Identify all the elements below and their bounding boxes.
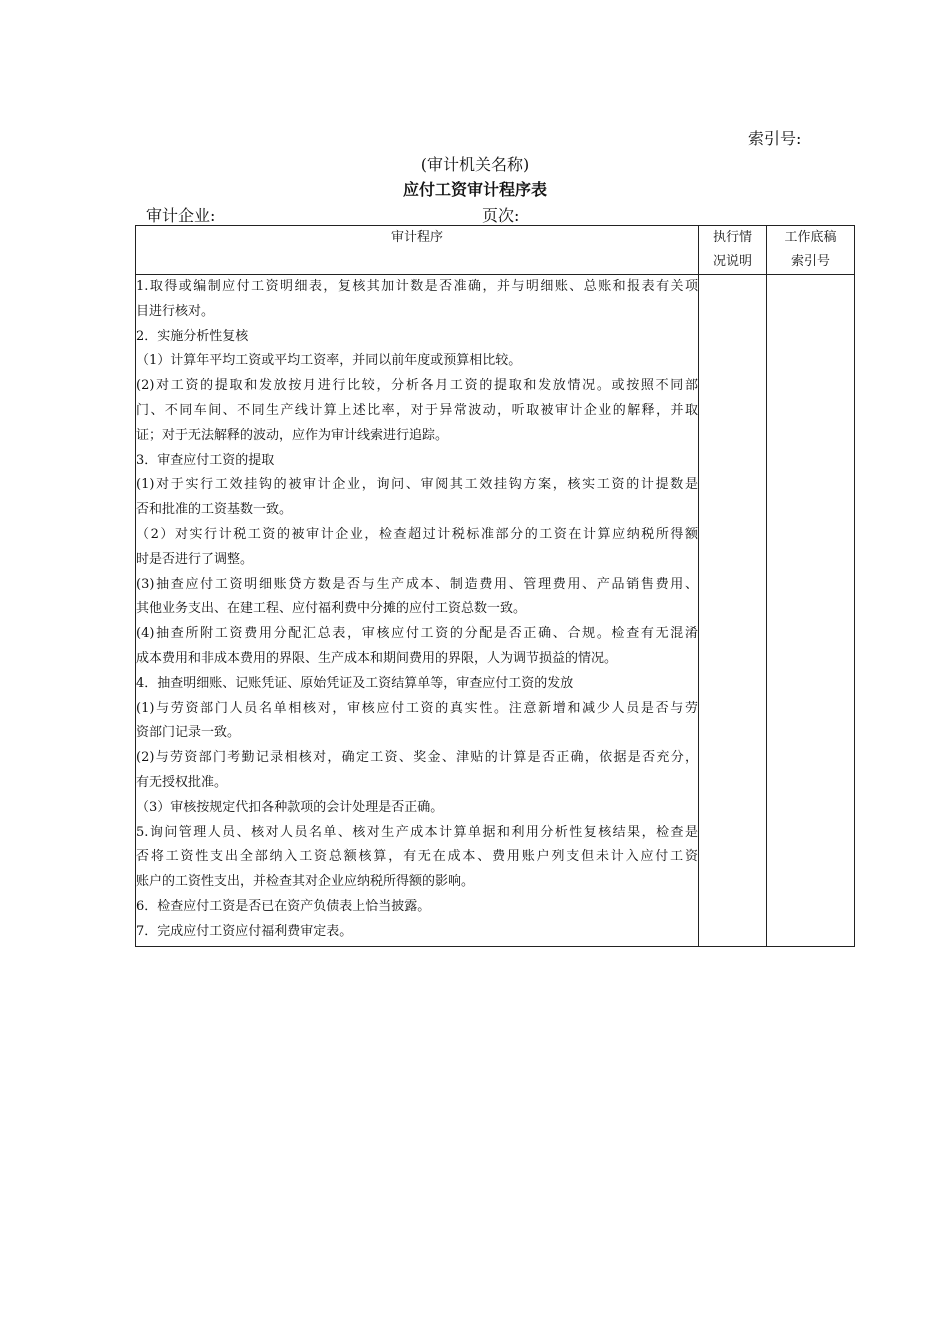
procedure-line: (3)抽查应付工资明细账贷方数是否与生产成本、制造费用、管理费用、产品销售费用、 [136, 576, 698, 592]
audit-procedure-table [135, 225, 855, 947]
workpaper-column-header [767, 226, 855, 275]
procedure-line: 1.取得或编制应付工资明细表，复核其加计数是否准确，并与明细账、总账和报表有关项 [136, 279, 698, 294]
procedure-line: （3）审核按规定代扣各种款项的会计处理是否正确。 [136, 799, 444, 815]
procedure-line: （2）对实行计税工资的被审计企业，检查超过计税标准部分的工资在计算应纳税所得额 [136, 526, 698, 542]
procedure-line: 有无授权批准。 [136, 774, 228, 790]
workpaper-index-cell[interactable] [767, 275, 855, 947]
procedure-line: 目进行核对。 [136, 303, 215, 319]
procedure-line: 证；对于无法解释的波动，应作为审计线索进行追踪。 [136, 427, 449, 443]
procedure-line: 其他业务支出、在建工程、应付福利费中分摊的应付工资总数一致。 [136, 601, 527, 617]
procedure-line: 成本费用和非成本费用的界限、生产成本和期间费用的界限，人为调节损益的情况。 [136, 650, 618, 666]
procedure-line: 6．检查应付工资是否已在资产负债表上恰当披露。 [136, 898, 431, 914]
procedure-cell [136, 275, 699, 947]
table-body-row [136, 275, 855, 947]
procedure-line: 资部门记录一致。 [136, 725, 241, 741]
workpaper-header-line: 工作底稿 [784, 230, 837, 245]
procedure-line: 4．抽查明细账、记账凭证、原始凭证及工资结算单等，审查应付工资的发放 [136, 675, 574, 691]
procedure-line: 时是否进行了调整。 [136, 551, 254, 567]
index-number-label: 索引号: [748, 129, 802, 148]
procedure-line: 3．审查应付工资的提取 [136, 452, 275, 468]
audited-company-label: 审计企业: [146, 206, 216, 225]
procedure-line: (2)对工资的提取和发放按月进行比较，分析各月工资的提取和发放情况。或按照不同部 [136, 378, 698, 394]
execution-notes-cell[interactable] [699, 275, 767, 947]
audit-organization-name: (审计机关名称) [420, 155, 530, 174]
document-title: 应付工资审计程序表 [402, 180, 547, 199]
procedure-line: （1）计算年平均工资或平均工资率，并同以前年度或预算相比较。 [136, 353, 522, 369]
procedure-line: (1)对于实行工效挂钩的被审计企业，询问、审阅其工效挂钩方案，核实工资的计提数是 [136, 477, 698, 493]
procedure-line: (4)抽查所附工资费用分配汇总表，审核应付工资的分配是否正确、合规。检查有无混淆 [136, 626, 698, 642]
procedure-line: 否将工资性支出全部纳入工资总额核算，有无在成本、费用账户列支但未计入应付工资 [136, 849, 698, 865]
procedure-line: (1)与劳资部门人员名单相核对，审核应付工资的真实性。注意新增和减少人员是否与劳 [136, 700, 698, 716]
table-header-row [136, 226, 855, 275]
workpaper-header-line: 索引号 [790, 254, 830, 269]
execution-header-line: 况说明 [712, 254, 752, 269]
procedure-line: 2．实施分析性复核 [136, 328, 249, 344]
procedure-line: 5.询问管理人员、核对人员名单、核对生产成本计算单据和利用分析性复核结果，检查是 [136, 824, 698, 840]
execution-column-header [699, 226, 767, 275]
procedure-line: 门、不同车间、不同生产线计算上述比率，对于异常波动，听取被审计企业的解释，并取 [136, 402, 698, 418]
procedure-column-header: 审计程序 [136, 226, 699, 275]
page-number-label: 页次: [482, 206, 520, 225]
execution-header-line: 执行情 [712, 230, 752, 245]
procedure-line: 否和批准的工资基数一致。 [136, 502, 293, 518]
procedure-line: 7．完成应付工资应付福利费审定表。 [136, 923, 353, 939]
procedure-line: (2)与劳资部门考勤记录相核对，确定工资、奖金、津贴的计算是否正确，依据是否充分， [136, 750, 698, 766]
procedure-line: 账户的工资性支出，并检查其对企业应纳税所得额的影响。 [136, 874, 475, 890]
